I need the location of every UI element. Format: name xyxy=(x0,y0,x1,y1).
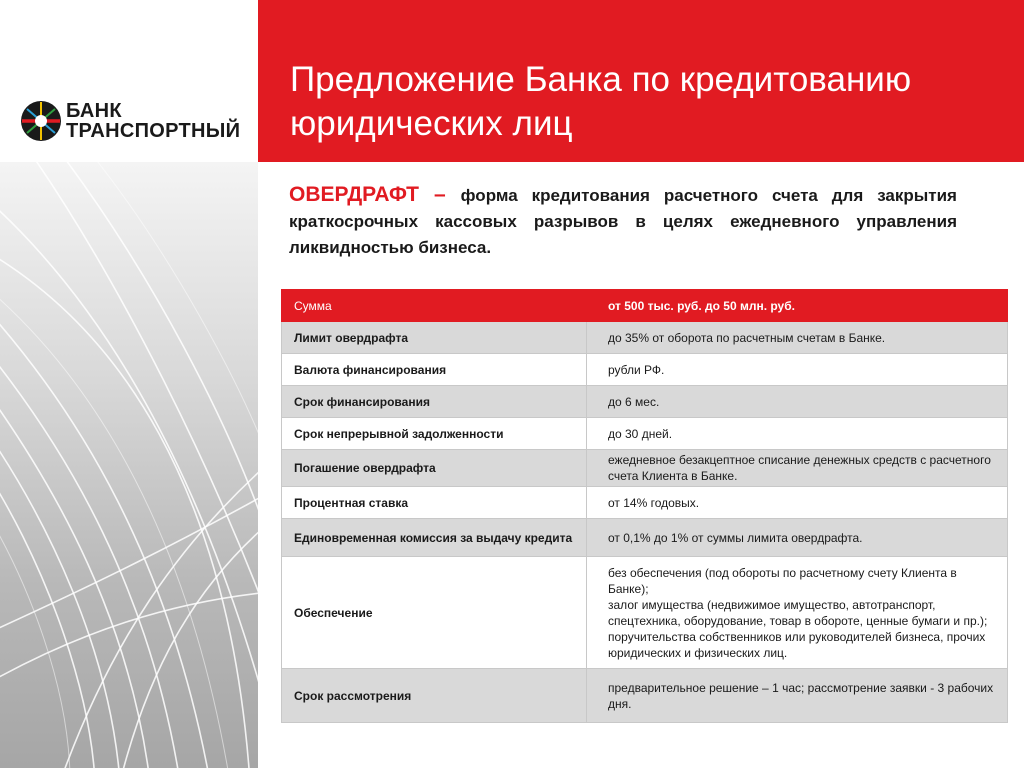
table-row-value: от 0,1% до 1% от суммы лимита овердрафта. xyxy=(587,519,1008,557)
bank-logo-icon xyxy=(20,100,62,142)
table-row-label: Погашение овердрафта xyxy=(282,450,587,487)
table-row-value: предварительное решение – 1 час; рассмотрение заявки - 3 рабочих дня. xyxy=(587,669,1008,723)
table-row-label: Процентная ставка xyxy=(282,487,587,519)
decorative-curves-graphic xyxy=(0,162,258,768)
header-banner xyxy=(258,0,1024,162)
table-row-value: до 6 мес. xyxy=(587,386,1008,418)
logo-area xyxy=(0,0,258,162)
table-row xyxy=(282,487,1008,519)
decorative-side-panel xyxy=(0,162,258,768)
logo-line-2: ТРАНСПОРТНЫЙ xyxy=(66,120,241,142)
page-title: Предложение Банка по кредитованию юридических лиц xyxy=(290,60,912,143)
table-row-value: рубли РФ. xyxy=(587,354,1008,386)
definition-dash: – xyxy=(418,183,461,206)
definition-text: форма кредитования расчетного счета для закрытия краткосрочных кассовых разрывов в целях ежедневного управления ликвидностью бизнеса. xyxy=(289,186,957,257)
table-row xyxy=(282,557,1008,669)
table-row xyxy=(282,386,1008,418)
collateral-option: без обеспечения (под обороты по расчетному счету Клиента в Банке); xyxy=(608,565,957,596)
table-row-label: Сумма xyxy=(282,290,587,322)
table-row-label: Единовременная комиссия за выдачу кредита xyxy=(282,519,587,557)
table-row-value xyxy=(587,557,1008,669)
table-row-value: от 14% годовых. xyxy=(587,487,1008,519)
table-row xyxy=(282,354,1008,386)
overdraft-terms-table xyxy=(281,289,1008,723)
table-row xyxy=(282,418,1008,450)
logo-line-1: БАНК xyxy=(66,100,122,122)
definition-term: ОВЕРДРАФТ xyxy=(289,183,419,206)
table-row-value: до 35% от оборота по расчетным счетам в Банке. xyxy=(587,322,1008,354)
collateral-option: поручительства собственников или руководителей бизнеса, прочих юридических и физических лиц. xyxy=(608,629,986,660)
table-row-label: Валюта финансирования xyxy=(282,354,587,386)
overdraft-definition xyxy=(289,182,957,261)
bank-logo xyxy=(20,100,250,146)
table-row-label: Срок рассмотрения xyxy=(282,669,587,723)
table-row-label: Срок финансирования xyxy=(282,386,587,418)
table-row xyxy=(282,450,1008,487)
bank-logo-wordmark xyxy=(66,101,240,141)
table-row xyxy=(282,322,1008,354)
collateral-option: залог имущества (недвижимое имущество, автотранспорт, спецтехника, оборудование, товар в обороте, ценные бумаги и пр.); xyxy=(608,597,988,628)
table-row xyxy=(282,290,1008,322)
table-row-value: до 30 дней. xyxy=(587,418,1008,450)
table-row-label: Лимит овердрафта xyxy=(282,322,587,354)
table-row-label: Обеспечение xyxy=(282,557,587,669)
table-row-value: от 500 тыс. руб. до 50 млн. руб. xyxy=(587,290,1008,322)
table-row-value: ежедневное безакцептное списание денежных средств с расчетного счета Клиента в Банке. xyxy=(587,450,1008,487)
table-row xyxy=(282,669,1008,723)
table-row-label: Срок непрерывной задолженности xyxy=(282,418,587,450)
table-row xyxy=(282,519,1008,557)
